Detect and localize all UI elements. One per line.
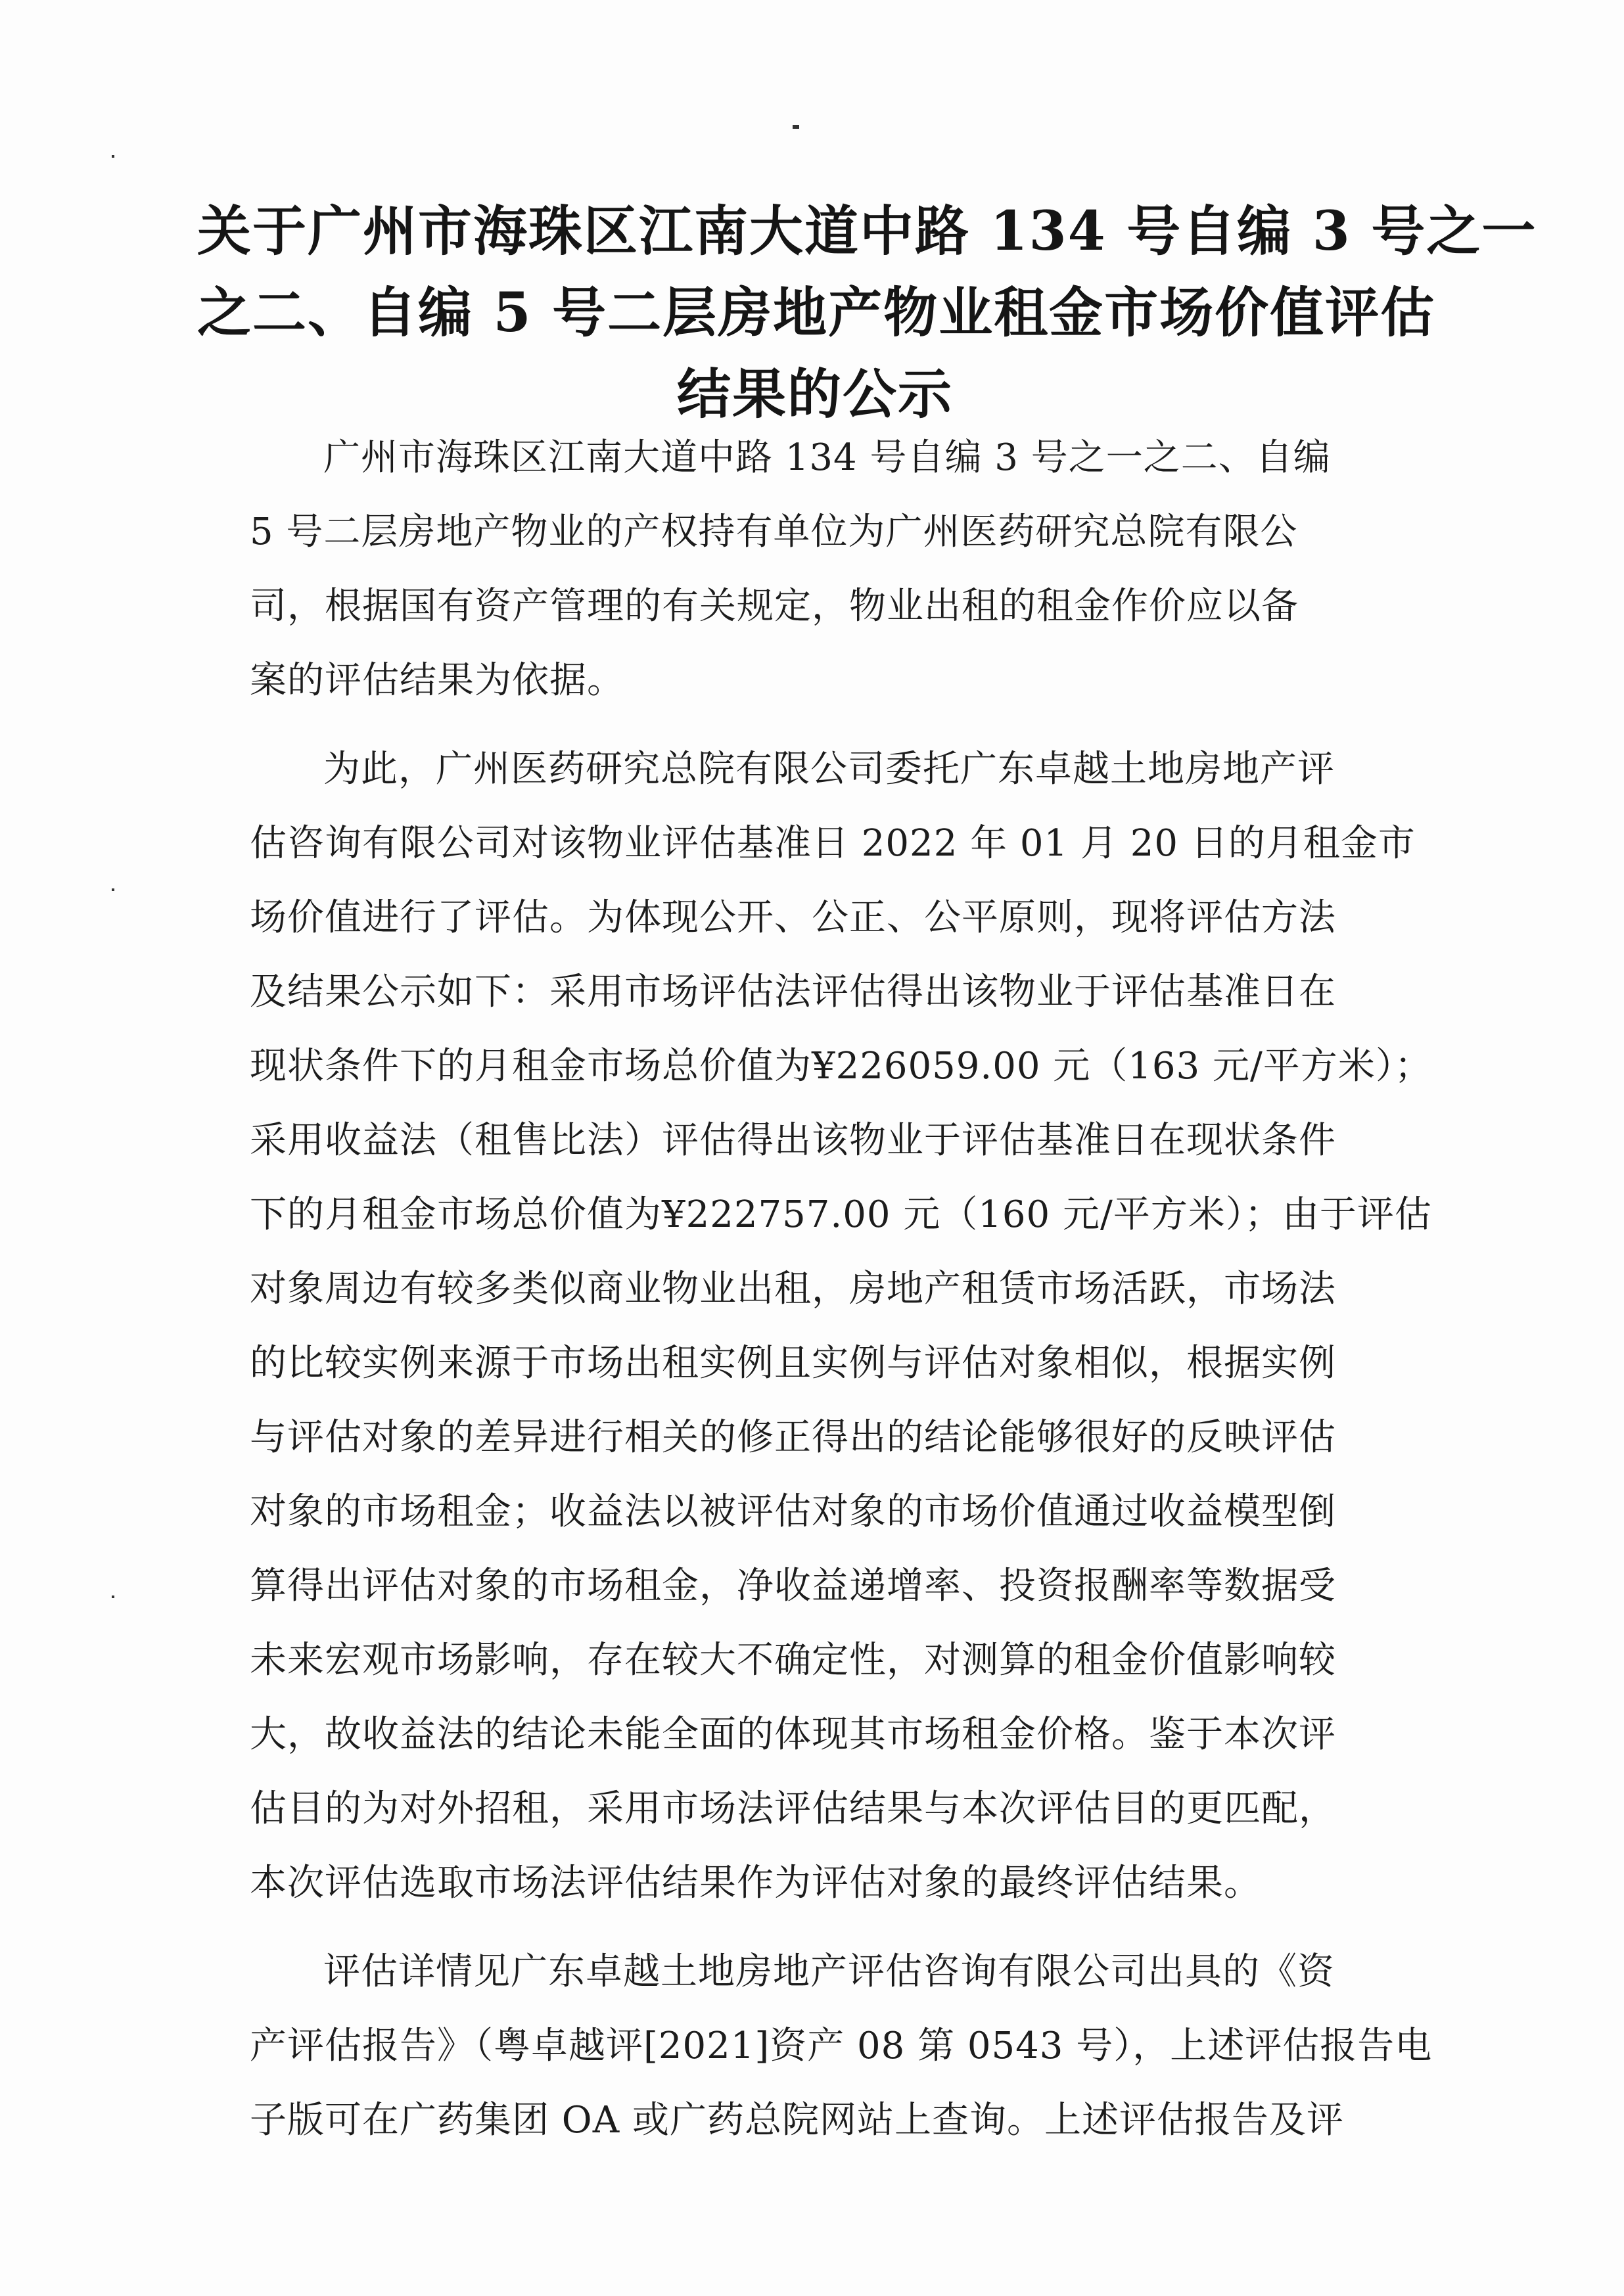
margin-tick (112, 888, 114, 891)
margin-tick (112, 1596, 114, 1598)
title-line: 关于广州市海珠区江南大道中路 134 号自编 3 号之一 (197, 200, 1537, 263)
text-line: 算得出评估对象的市场租金，净收益递增率、投资报酬率等数据受 (250, 1565, 1336, 1607)
title-line: 之二、自编 5 号二层房地产物业租金市场价值评估 (197, 281, 1436, 344)
text-line: 5 号二层房地产物业的产权持有单位为广州医药研究总院有限公 (250, 511, 1298, 553)
text-line: 未来宏观市场影响，存在较大不确定性，对测算的租金价值影响较 (250, 1639, 1336, 1682)
scan-speck (793, 125, 799, 129)
text-line: 现状条件下的月租金市场总价值为¥226059.00 元（163 元/平方米）； (250, 1045, 1432, 1088)
text-line: 估咨询有限公司对该物业评估基准日 2022 年 01 月 20 日的月租金市 (250, 822, 1416, 865)
text-line: 本次评估选取市场法评估结果作为评估对象的最终评估结果。 (250, 1862, 1261, 1904)
text-line: 下的月租金市场总价值为¥222757.00 元（160 元/平方米）；由于评估 (250, 1193, 1432, 1236)
paragraph-report-details (250, 1935, 1433, 2157)
text-line: 案的评估结果为依据。 (250, 659, 624, 702)
text-line: 为此，广州医药研究总院有限公司委托广东卓越土地房地产评 (323, 748, 1335, 791)
text-line: 评估详情见广东卓越土地房地产评估咨询有限公司出具的《资 (323, 1950, 1335, 1993)
document-body (250, 421, 1433, 2172)
margin-tick (112, 155, 114, 158)
text-line: 大，故收益法的结论未能全面的体现其市场租金价格。鉴于本次评 (250, 1713, 1336, 1756)
text-line: 对象周边有较多类似商业物业出租，房地产租赁市场活跃，市场法 (250, 1268, 1336, 1310)
text-line: 子版可在广药集团 OA 或广药总院网站上查询。上述评估报告及评 (250, 2099, 1344, 2142)
text-line: 司，根据国有资产管理的有关规定，物业出租的租金作价应以备 (250, 585, 1299, 628)
document-title (197, 191, 1537, 435)
text-line: 场价值进行了评估。为体现公开、公正、公平原则，现将评估方法 (250, 896, 1336, 939)
text-line: 及结果公示如下：采用市场评估法评估得出该物业于评估基准日在 (250, 971, 1336, 1013)
text-line: 对象的市场租金；收益法以被评估对象的市场价值通过收益模型倒 (250, 1490, 1336, 1533)
paragraph-ownership (250, 421, 1380, 718)
text-line: 广州市海珠区江南大道中路 134 号自编 3 号之一之二、自编 (323, 436, 1331, 479)
title-line: 结果的公示 (676, 363, 953, 426)
text-line: 产评估报告》（粤卓越评[2021]资产 08 第 0543 号），上述评估报告电 (250, 2025, 1433, 2067)
paragraph-valuation (250, 732, 1432, 1920)
text-line: 的比较实例来源于市场出租实例且实例与评估对象相似，根据实例 (250, 1342, 1336, 1385)
text-line: 采用收益法（租售比法）评估得出该物业于评估基准日在现状条件 (250, 1119, 1336, 1162)
text-line: 估目的为对外招租，采用市场法评估结果与本次评估目的更匹配， (250, 1787, 1336, 1830)
text-line: 与评估对象的差异进行相关的修正得出的结论能够很好的反映评估 (250, 1416, 1336, 1459)
